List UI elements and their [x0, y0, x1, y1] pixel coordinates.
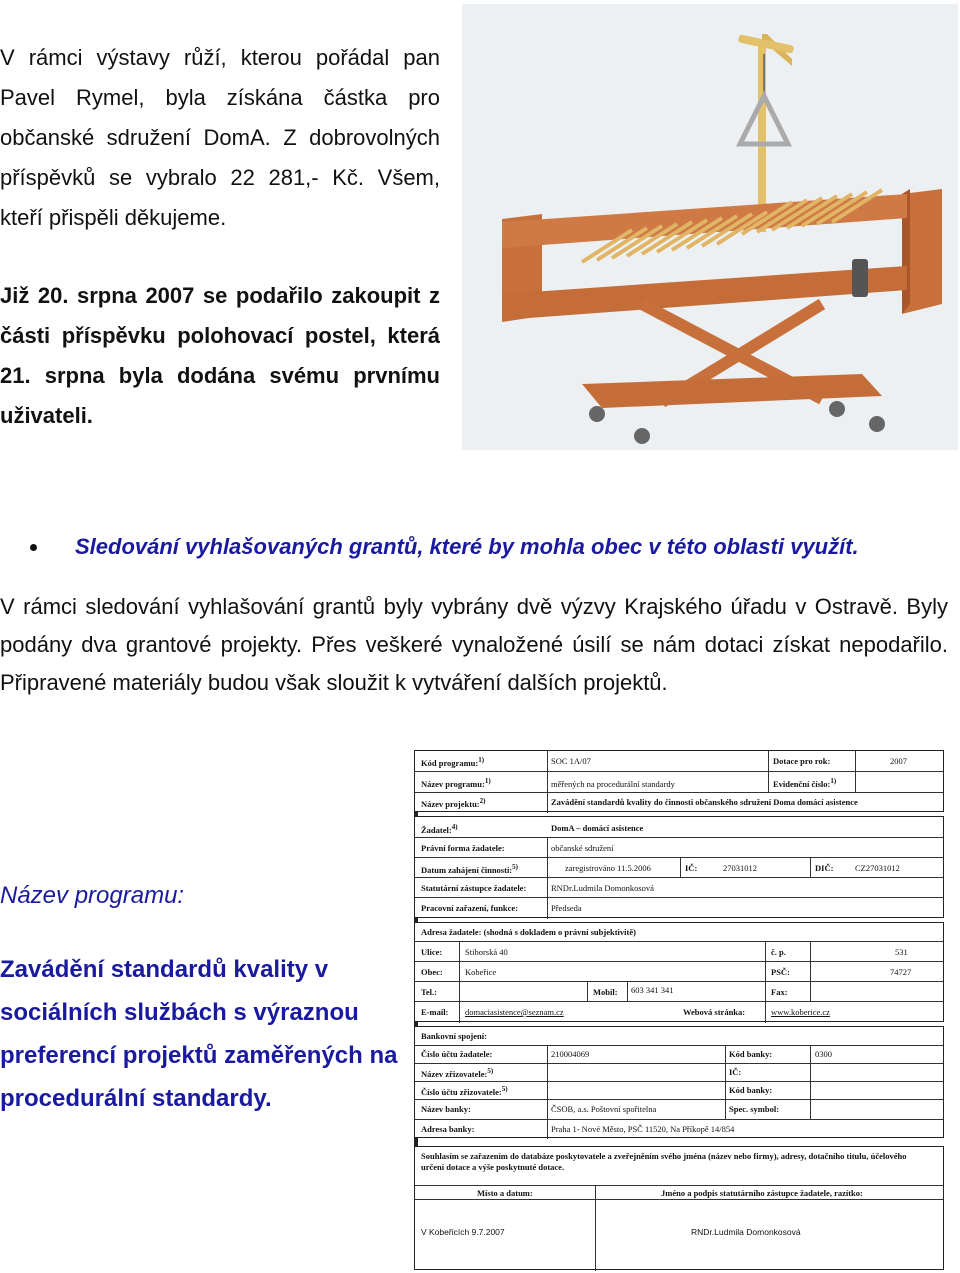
form-label-nazev-projektu: Název projektu:$^{2)}$	[421, 797, 486, 809]
form-value-nazev-projektu: Zavádění standardů kvality do činnosti občanského sdružení Doma domácí asistence	[551, 797, 858, 807]
form-label-nazev-banky: Název banky:	[421, 1104, 471, 1114]
form-label-kod-banky: Kód banky:	[729, 1049, 773, 1059]
form-label-bankovni-header: Bankovní spojení:	[421, 1031, 487, 1041]
form-label-nazev-programu: Název programu:$^{1)}$	[421, 777, 491, 789]
form-value-nazev-banky: ČSOB, a.s. Poštovní spořitelna	[551, 1104, 657, 1114]
form-block-program	[414, 750, 944, 812]
form-label-kod-programu: Kód programu:$^{1)}$	[421, 756, 485, 768]
form-label-ulice: Ulice:	[421, 947, 443, 957]
form-value-kod-banky: 0300	[815, 1049, 832, 1059]
intro-paragraph-2: Již 20. srpna 2007 se podařilo zakoupit z části příspěvku polohovací postel, která 21. srpna byla dodána svému prvnímu uživateli.	[0, 283, 440, 428]
form-label-spec-symbol: Spec. symbol:	[729, 1104, 780, 1114]
form-consent-text: Souhlasím se zařazením do databáze poskytovatele a zveřejněním svého jména (název nebo firmy), adresy, dotačního titulu, účelového určení dotace a výše poskytnuté dotace.	[421, 1151, 907, 1172]
form-value-podpis: RNDr.Ludmila Domonkosová	[691, 1227, 801, 1237]
form-label-email: E-mail:	[421, 1007, 449, 1017]
form-label-mobil: Mobil:	[593, 987, 618, 997]
form-value-nazev-programu: měřených na procedurální standardy	[551, 779, 675, 789]
form-value-kod-programu: SOC 1A/07	[551, 756, 591, 766]
form-value-dotace: 2007	[890, 756, 907, 766]
program-title: Zavádění standardů kvality v sociálních službách s výraznou preferencí projektů zaměřených na procedurální standardy.	[0, 956, 398, 1112]
form-label-misto: Místo a datum:	[477, 1188, 533, 1198]
form-label-adresa-header: Adresa žadatele: (shodná s dokladem o právní subjektivitě)	[421, 927, 636, 937]
form-label-podpis: Jméno a podpis statutárního zástupce žadatele, razítko:	[661, 1188, 863, 1198]
form-value-cislo-uctu: 210004069	[551, 1049, 590, 1059]
form-block-applicant	[414, 816, 944, 918]
form-label-pravni-forma: Právní forma žadatele:	[421, 843, 505, 853]
form-label-nazev-zrizovatele: Název zřizovatele:$^{5)}$	[421, 1067, 494, 1079]
form-value-datum: zaregistrováno 11.5.2006	[565, 863, 651, 873]
form-label-obec: Obec:	[421, 967, 443, 977]
form-label-tel: Tel.:	[421, 987, 437, 997]
adjustable-bed-photo	[462, 4, 958, 450]
form-label-ic: IČ:	[685, 863, 698, 873]
form-value-mobil: 603 341 341	[631, 985, 674, 995]
form-label-dic: DIČ:	[815, 863, 834, 873]
form-label-evidencni-cislo: Evidenční číslo:$^{1)}$	[773, 777, 837, 789]
form-value-dic: CZ27031012	[855, 863, 900, 873]
form-label-fax: Fax:	[771, 987, 788, 997]
form-label-zadatel: Žadatel:$^{4)}$	[421, 823, 458, 835]
form-value-ic: 27031012	[723, 863, 757, 873]
form-value-misto: V Kobeřicích 9.7.2007	[421, 1227, 505, 1237]
form-block-consent	[414, 1146, 944, 1270]
form-label-pracovni: Pracovní zařazení, funkce:	[421, 903, 519, 913]
form-value-psc: 74727	[890, 967, 912, 977]
form-block-address	[414, 922, 944, 1022]
form-label-statutarni: Statutární zástupce žadatele:	[421, 883, 527, 893]
form-value-adresa-banky: Praha 1- Nové Město, PSČ 11520, Na Příkopě 14/854	[551, 1124, 735, 1134]
form-label-cp: č. p.	[771, 947, 786, 957]
form-value-statutarni: RNDr.Ludmila Domonkosová	[551, 883, 654, 893]
form-value-cp: 531	[895, 947, 908, 957]
form-label-web: Webová stránka:	[683, 1007, 746, 1017]
form-label-adresa-banky: Adresa banky:	[421, 1124, 475, 1134]
form-label-cislo-uctu-zrizovatele: Číslo účtu zřizovatele:$^{5)}$	[421, 1085, 508, 1097]
form-value-zadatel: DomA – domácí asistence	[551, 823, 644, 833]
program-label: Název programu:	[0, 882, 185, 909]
form-label-ic-zrizovatele: IČ:	[729, 1067, 742, 1077]
form-value-web: www.koberice.cz	[771, 1007, 830, 1017]
bullet-icon	[30, 544, 37, 551]
grant-application-form	[414, 750, 944, 1270]
form-label-dotace: Dotace pro rok:	[773, 756, 831, 766]
form-label-kod-banky-2: Kód banky:	[729, 1085, 773, 1095]
form-value-pravni-forma: občanské sdružení	[551, 843, 614, 853]
grant-bullet-item	[30, 534, 930, 560]
intro-paragraph-1: V rámci výstavy růží, kterou pořádal pan Pavel Rymel, byla získána částka pro občanské sdružení DomA. Z dobrovolných příspěvků se vybralo 22 281,- Kč. Všem, kteří přispěli děkujeme.	[0, 45, 440, 230]
grant-bullet-heading: Sledování vyhlašovaných grantů, které by mohla obec v této oblasti využít.	[75, 534, 859, 559]
form-value-email: domaciasistence@seznam.cz	[465, 1007, 564, 1017]
form-label-datum: Datum zahájení činnosti:$^{5)}$	[421, 863, 519, 875]
form-value-pracovni: Předseda	[551, 903, 582, 913]
grant-paragraph: V rámci sledování vyhlašování grantů byly vybrány dvě výzvy Krajského úřadu v Ostravě. Byly podány dva grantové projekty. Přes veškeré vynaložené úsilí se nám dotaci získat nepodařilo. Připravené materiály budou však sloužit k vytváření dalších projektů.	[0, 594, 948, 695]
form-value-ulice: Stiborská 40	[465, 947, 508, 957]
form-label-cislo-uctu: Číslo účtu žadatele:	[421, 1049, 493, 1059]
form-label-psc: PSČ:	[771, 967, 790, 977]
form-value-obec: Kobeřice	[465, 967, 497, 977]
form-block-bank	[414, 1026, 944, 1138]
